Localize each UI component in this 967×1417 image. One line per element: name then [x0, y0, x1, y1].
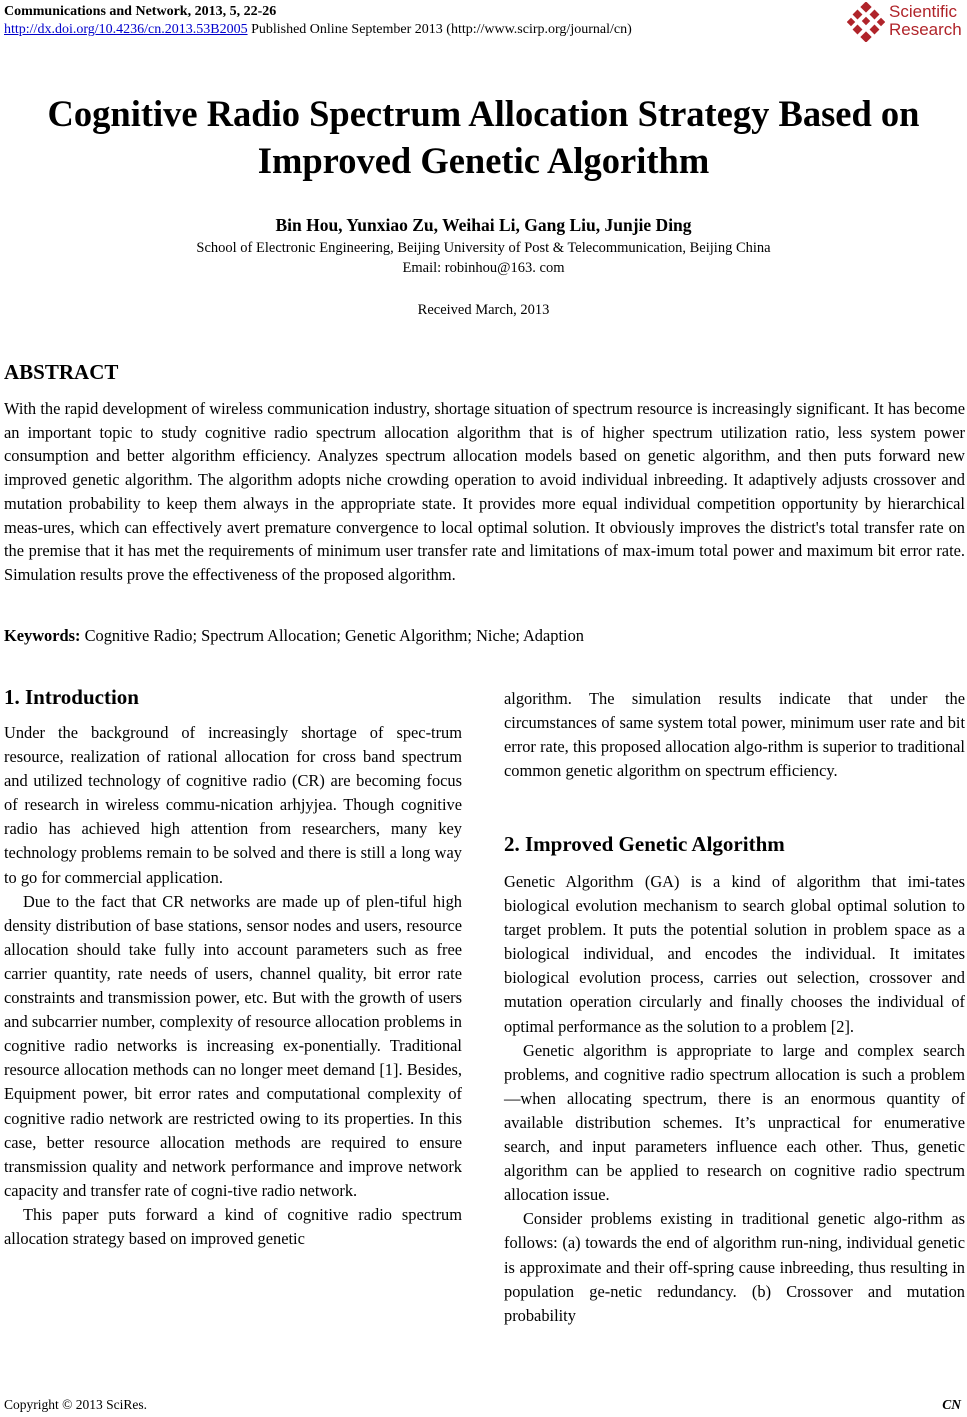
section-heading-introduction: 1. Introduction — [4, 685, 139, 709]
ga-paragraph-1: Genetic Algorithm (GA) is a kind of algorithm that imi-tates biological evolution mechanism to search global optimal solution to target problem. It puts the potential solution in problem space as a biological individual, and encodes the individual. It imitates biological evolution process, carries out selection, crossover and mutation operation circularly and finally chooses the individual of optimal performance as the solution to a problem [2]. — [504, 872, 965, 1036]
intro-paragraph-1: Under the background of increasingly shortage of spec-trum resource, realization of rational allocation for cross band spectrum and utilized technology of cognitive radio (CR) are becoming focus of research in wireless commu-nication arhjyjea. Though cognitive radio has achieved high attention from researchers, many key technology problems remain to be solved and there is still a long way to go for commercial application. — [4, 723, 462, 887]
abstract-heading: ABSTRACT — [4, 360, 119, 384]
affiliation: School of Electronic Engineering, Beijing University of Post & Telecommunication, Beijing China — [196, 240, 771, 256]
left-column — [4, 721, 462, 1251]
logo-line2: Research — [889, 20, 962, 39]
received-date: Received March, 2013 — [417, 302, 550, 318]
intro-paragraph-continued: algorithm. The simulation results indicate that under the circumstances of same system total power, minimum user rate and bit error rate, this proposed allocation algo-rithm is superior to traditional common genetic algorithm on spectrum efficiency. — [504, 689, 965, 781]
journal-citation — [4, 3, 276, 20]
intro-paragraph-3: This paper puts forward a kind of cognitive radio spectrum allocation strategy based on improved genetic — [4, 1204, 462, 1248]
author-email: Email: robinhou@163. com — [402, 260, 565, 276]
keywords-label: Keywords: — [4, 626, 81, 645]
keywords-line — [4, 626, 584, 646]
journal-abbreviation: CN — [942, 1397, 961, 1412]
publication-line — [4, 21, 632, 38]
journal-meta: , 2013, 5, 22-26 — [187, 4, 277, 19]
intro-paragraph-2: Due to the fact that CR networks are made up of plen-tiful high density distribution of base stations, sensor nodes and users, resource allocation should take fully into account parameters such as free carrier quantity, rate needs of users, channel quality, bit error rate constraints and transmission power, etc. But with the growth of users and subcarrier number, complexity of resource allocation problems in cognitive radio networks is increasing ex-ponentially. Traditional resource allocation methods can no longer meet demand [1]. Besides, Equipment power, bit error rates and computational complexity of cognitive radio network are restricted owing to its properties. In this case, better resource allocation methods are required to ensure transmission quality and network performance and improve network capacity and transfer rate of cogni-tive radio network. — [4, 891, 462, 1200]
title-line2: Improved Genetic Algorithm — [257, 140, 710, 181]
logo-wordmark — [889, 3, 962, 39]
abstract-text: With the rapid development of wireless communication industry, shortage situation of spectrum resource is increasingly significant. It has become an important topic to study cognitive radio spectrum allocation algorithm that is of higher spectrum utilization ratio, less system power consumption and better algorithm efficiency. Analyzes spectrum allocation models based on genetic algorithm, and then puts forward new improved genetic algorithm. The algorithm adopts niche crowding operation to avoid individual inbreeding. It adaptively adjusts crossover and mutation probability to keep them always in the appropriate state. It provides more equal individual competition opportunity by hierarchical meas-ures, which can effectively avert premature convergence to local optimal solution. It obviously improves the district's total transfer rate on the premise that it has met the requirements of minimum user transfer rate and limitations of max-imum total power and maximum bit error rate. Simulation results prove the effectiveness of the proposed algorithm. — [4, 399, 965, 584]
logo-line1: Scientific — [889, 2, 958, 21]
published-online-text: Published Online September 2013 (http://www.scirp.org/journal/cn) — [247, 22, 632, 37]
scientific-research-logo-icon — [847, 2, 885, 42]
doi-link[interactable]: http://dx.doi.org/10.4236/cn.2013.53B2005 — [4, 22, 248, 37]
right-column — [504, 870, 965, 1328]
paper-title — [0, 90, 967, 184]
keywords-text: Cognitive Radio; Spectrum Allocation; Genetic Algorithm; Niche; Adaption — [80, 626, 584, 645]
ga-paragraph-3: Consider problems existing in traditional genetic algo-rithm as follows: (a) towards the end of algorithm run-ning, individual genetic is approximate and their off-spring cause inbreeding, thus resulting in population ge-netic redundancy. (b) Crossover and mutation probability — [504, 1209, 965, 1325]
title-line1: Cognitive Radio Spectrum Allocation Strategy Based on — [47, 93, 920, 134]
journal-name: Communications and Network — [4, 4, 188, 19]
ga-paragraph-2: Genetic algorithm is appropriate to large and complex search problems, and cognitive radio spectrum allocation is such a problem—when allocating spectrum, there is an enormous quantity of available distribution schemes. It’s unpractical for enumerative search, and input parameters influence each other. Thus, genetic algorithm can be applied to research on cognitive radio spectrum allocation issue. — [504, 1040, 965, 1205]
right-column-top — [504, 687, 965, 783]
author-list: Bin Hou, Yunxiao Zu, Weihai Li, Gang Liu, Junjie Ding — [275, 215, 692, 235]
section-heading-improved-ga: 2. Improved Genetic Algorithm — [504, 832, 785, 856]
copyright-notice: Copyright © 2013 SciRes. — [4, 1397, 148, 1412]
scientific-research-logo — [847, 2, 965, 42]
